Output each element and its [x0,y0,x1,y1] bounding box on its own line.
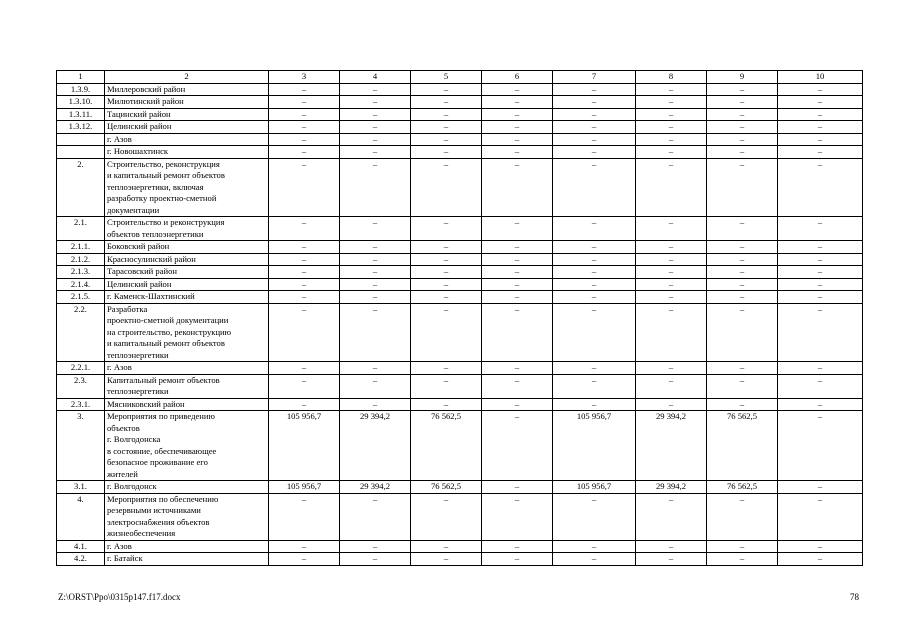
header-cell-10: 10 [778,71,863,84]
row-name: Строительство и реконструкция объектов теплоэнергетики [105,217,269,241]
value-cell-col-9: 76 562,5 [707,481,778,494]
row-number: 2.1.5. [57,291,105,304]
value-cell-col-3: – [269,278,340,291]
row-name: Мясниковский район [105,398,269,411]
table-row [57,108,863,121]
row-number: 4. [57,493,105,540]
data-table [56,70,863,566]
value-cell-col-5: – [411,398,482,411]
table-row [57,411,863,481]
value-cell-col-5: – [411,291,482,304]
row-number: 1.3.9. [57,83,105,96]
value-cell-col-7: – [553,553,636,566]
value-cell-col-6: – [482,217,553,241]
value-cell-col-7: – [553,303,636,362]
value-cell-col-8: – [636,493,707,540]
header-cell-8: 8 [636,71,707,84]
table-row [57,362,863,375]
value-cell-col-10: – [778,374,863,398]
value-cell-col-7: – [553,96,636,109]
row-number: 1.3.11. [57,108,105,121]
value-cell-col-8: – [636,83,707,96]
value-cell-col-4: – [340,253,411,266]
value-cell-col-9: 76 562,5 [707,411,778,481]
table-row [57,374,863,398]
table-row [57,398,863,411]
row-number: 2.1.4. [57,278,105,291]
row-number: 2.1.3. [57,266,105,279]
row-number: 2.1. [57,217,105,241]
header-cell-1: 1 [57,71,105,84]
value-cell-col-10: – [778,133,863,146]
value-cell-col-6: – [482,374,553,398]
header-cell-7: 7 [553,71,636,84]
table-row [57,133,863,146]
row-number: 2.2. [57,303,105,362]
value-cell-col-9: – [707,108,778,121]
row-name: Капитальный ремонт объектов теплоэнергетики [105,374,269,398]
value-cell-col-4: – [340,540,411,553]
row-number [57,146,105,159]
value-cell-col-7: – [553,266,636,279]
value-cell-col-10: – [778,493,863,540]
value-cell-col-8: – [636,374,707,398]
table-row [57,481,863,494]
value-cell-col-9: – [707,96,778,109]
value-cell-col-3: – [269,266,340,279]
value-cell-col-3: – [269,553,340,566]
row-name: Строительство, реконструкция и капитальный ремонт объектов теплоэнергетики, включая разработку проектно-сметной документации [105,158,269,217]
row-name: г. Азов [105,540,269,553]
value-cell-col-9: – [707,146,778,159]
value-cell-col-9: – [707,553,778,566]
value-cell-col-3: – [269,362,340,375]
row-name: Мероприятия по обеспечению резервными источниками электроснабжения объектов жизнеобеспечения [105,493,269,540]
value-cell-col-3: – [269,493,340,540]
table-row [57,540,863,553]
value-cell-col-4: – [340,146,411,159]
value-cell-col-8: 29 394,2 [636,411,707,481]
value-cell-col-5: – [411,493,482,540]
value-cell-col-5: – [411,362,482,375]
value-cell-col-4: – [340,158,411,217]
value-cell-col-3: – [269,217,340,241]
row-number: 2.1.2. [57,253,105,266]
row-name: г. Азов [105,362,269,375]
row-name: Разработка проектно-сметной документации на строительство, реконструкцию и капитальный ремонт объектов теплоэнергетики [105,303,269,362]
value-cell-col-6: – [482,481,553,494]
value-cell-col-5: – [411,83,482,96]
value-cell-col-10: – [778,146,863,159]
row-name: Милютинский район [105,96,269,109]
footer-page-number: 78 [850,592,859,602]
value-cell-col-9: – [707,253,778,266]
value-cell-col-5: – [411,146,482,159]
table-row [57,278,863,291]
value-cell-col-3: – [269,291,340,304]
value-cell-col-10: – [778,398,863,411]
value-cell-col-5: – [411,158,482,217]
value-cell-col-5: – [411,96,482,109]
header-row [57,71,863,84]
value-cell-col-3: – [269,121,340,134]
table-row [57,217,863,241]
value-cell-col-4: – [340,133,411,146]
header-cell-5: 5 [411,71,482,84]
value-cell-col-6: – [482,253,553,266]
row-name: г. Азов [105,133,269,146]
value-cell-col-5: – [411,121,482,134]
header-cell-4: 4 [340,71,411,84]
value-cell-col-7: – [553,374,636,398]
value-cell-col-4: 29 394,2 [340,411,411,481]
footer-file-path: Z:\ORST\Ppo\0315p147.f17.docx [58,592,181,602]
row-name: Миллеровский район [105,83,269,96]
value-cell-col-9: – [707,133,778,146]
value-cell-col-9: – [707,121,778,134]
value-cell-col-3: 105 956,7 [269,411,340,481]
value-cell-col-10: – [778,303,863,362]
row-number [57,133,105,146]
value-cell-col-3: – [269,96,340,109]
value-cell-col-10: – [778,83,863,96]
value-cell-col-9: – [707,362,778,375]
value-cell-col-5: – [411,374,482,398]
value-cell-col-10: – [778,540,863,553]
value-cell-col-7: – [553,83,636,96]
value-cell-col-7: – [553,146,636,159]
value-cell-col-6: – [482,146,553,159]
row-number: 2.3. [57,374,105,398]
value-cell-col-10: – [778,158,863,217]
table-row [57,303,863,362]
table-body [57,71,863,566]
value-cell-col-4: – [340,374,411,398]
value-cell-col-9: – [707,291,778,304]
value-cell-col-4: – [340,303,411,362]
value-cell-col-7: – [553,133,636,146]
row-number: 1.3.12. [57,121,105,134]
value-cell-col-6: – [482,158,553,217]
value-cell-col-7: – [553,217,636,241]
value-cell-col-10: – [778,362,863,375]
value-cell-col-9: – [707,278,778,291]
value-cell-col-9: – [707,217,778,241]
value-cell-col-10: – [778,253,863,266]
row-name: Целинский район [105,121,269,134]
value-cell-col-6: – [482,362,553,375]
value-cell-col-4: – [340,83,411,96]
row-number: 3. [57,411,105,481]
value-cell-col-3: – [269,398,340,411]
value-cell-col-10: – [778,291,863,304]
row-number: 2. [57,158,105,217]
value-cell-col-8: – [636,217,707,241]
value-cell-col-4: – [340,217,411,241]
value-cell-col-4: – [340,241,411,254]
table-row [57,493,863,540]
value-cell-col-5: – [411,108,482,121]
row-name: Боковский район [105,241,269,254]
value-cell-col-8: – [636,146,707,159]
table-row [57,291,863,304]
value-cell-col-4: – [340,493,411,540]
value-cell-col-3: – [269,303,340,362]
value-cell-col-8: – [636,253,707,266]
value-cell-col-5: – [411,241,482,254]
table-row [57,146,863,159]
value-cell-col-7: – [553,362,636,375]
value-cell-col-7: – [553,253,636,266]
header-cell-2: 2 [105,71,269,84]
value-cell-col-7: – [553,278,636,291]
value-cell-col-4: – [340,266,411,279]
value-cell-col-9: – [707,158,778,217]
value-cell-col-5: 76 562,5 [411,481,482,494]
value-cell-col-3: – [269,253,340,266]
table-row [57,83,863,96]
value-cell-col-9: – [707,374,778,398]
value-cell-col-6: – [482,540,553,553]
table-row [57,158,863,217]
value-cell-col-7: – [553,108,636,121]
value-cell-col-8: – [636,362,707,375]
value-cell-col-10: – [778,217,863,241]
table-row [57,96,863,109]
value-cell-col-8: – [636,540,707,553]
value-cell-col-6: – [482,411,553,481]
value-cell-col-8: – [636,553,707,566]
value-cell-col-6: – [482,266,553,279]
value-cell-col-10: – [778,108,863,121]
value-cell-col-5: – [411,553,482,566]
value-cell-col-4: – [340,108,411,121]
header-cell-6: 6 [482,71,553,84]
value-cell-col-9: – [707,83,778,96]
value-cell-col-4: – [340,278,411,291]
table-row [57,253,863,266]
value-cell-col-7: – [553,121,636,134]
value-cell-col-5: – [411,278,482,291]
row-number: 1.3.10. [57,96,105,109]
value-cell-col-8: – [636,241,707,254]
value-cell-col-3: – [269,374,340,398]
value-cell-col-8: – [636,158,707,217]
value-cell-col-6: – [482,121,553,134]
row-name: г. Каменск-Шахтинский [105,291,269,304]
value-cell-col-5: 76 562,5 [411,411,482,481]
value-cell-col-7: – [553,241,636,254]
row-number: 4.2. [57,553,105,566]
value-cell-col-8: 29 394,2 [636,481,707,494]
value-cell-col-10: – [778,121,863,134]
row-name: г. Новошахтинск [105,146,269,159]
value-cell-col-6: – [482,83,553,96]
value-cell-col-5: – [411,133,482,146]
value-cell-col-6: – [482,241,553,254]
row-name: г. Волгодонск [105,481,269,494]
value-cell-col-6: – [482,493,553,540]
value-cell-col-10: – [778,266,863,279]
value-cell-col-6: – [482,303,553,362]
value-cell-col-10: – [778,481,863,494]
value-cell-col-5: – [411,253,482,266]
value-cell-col-10: – [778,278,863,291]
value-cell-col-8: – [636,303,707,362]
value-cell-col-4: 29 394,2 [340,481,411,494]
value-cell-col-8: – [636,96,707,109]
value-cell-col-8: – [636,108,707,121]
value-cell-col-8: – [636,398,707,411]
header-cell-3: 3 [269,71,340,84]
value-cell-col-3: – [269,540,340,553]
value-cell-col-7: 105 956,7 [553,481,636,494]
value-cell-col-4: – [340,362,411,375]
value-cell-col-8: – [636,278,707,291]
value-cell-col-3: 105 956,7 [269,481,340,494]
value-cell-col-9: – [707,540,778,553]
value-cell-col-6: – [482,133,553,146]
value-cell-col-8: – [636,133,707,146]
value-cell-col-3: – [269,146,340,159]
row-number: 2.2.1. [57,362,105,375]
value-cell-col-7: – [553,493,636,540]
value-cell-col-6: – [482,108,553,121]
value-cell-col-9: – [707,241,778,254]
header-cell-9: 9 [707,71,778,84]
value-cell-col-8: – [636,121,707,134]
value-cell-col-3: – [269,241,340,254]
value-cell-col-4: – [340,398,411,411]
row-name: Целинский район [105,278,269,291]
table-row [57,241,863,254]
value-cell-col-6: – [482,96,553,109]
row-number: 4.1. [57,540,105,553]
row-number: 2.1.1. [57,241,105,254]
value-cell-col-7: – [553,158,636,217]
value-cell-col-6: – [482,278,553,291]
table-row [57,121,863,134]
value-cell-col-9: – [707,398,778,411]
row-name: Тацинский район [105,108,269,121]
value-cell-col-6: – [482,291,553,304]
value-cell-col-10: – [778,241,863,254]
value-cell-col-3: – [269,108,340,121]
value-cell-col-5: – [411,540,482,553]
row-name: г. Батайск [105,553,269,566]
value-cell-col-5: – [411,266,482,279]
table-row [57,553,863,566]
value-cell-col-5: – [411,217,482,241]
row-name: Красносулинский район [105,253,269,266]
value-cell-col-6: – [482,398,553,411]
row-number: 3.1. [57,481,105,494]
value-cell-col-4: – [340,121,411,134]
value-cell-col-9: – [707,266,778,279]
row-number: 2.3.1. [57,398,105,411]
table-row [57,266,863,279]
value-cell-col-7: – [553,398,636,411]
value-cell-col-7: – [553,540,636,553]
value-cell-col-10: – [778,411,863,481]
value-cell-col-3: – [269,83,340,96]
value-cell-col-3: – [269,133,340,146]
value-cell-col-7: – [553,291,636,304]
value-cell-col-7: 105 956,7 [553,411,636,481]
row-name: Тарасовский район [105,266,269,279]
value-cell-col-4: – [340,553,411,566]
value-cell-col-8: – [636,291,707,304]
row-name: Мероприятия по приведению объектов г. Волгодонска в состояние, обеспечивающее безопасное проживание его жителей [105,411,269,481]
value-cell-col-4: – [340,291,411,304]
value-cell-col-10: – [778,96,863,109]
value-cell-col-5: – [411,303,482,362]
value-cell-col-3: – [269,158,340,217]
value-cell-col-10: – [778,553,863,566]
value-cell-col-4: – [340,96,411,109]
value-cell-col-8: – [636,266,707,279]
value-cell-col-9: – [707,303,778,362]
value-cell-col-6: – [482,553,553,566]
value-cell-col-9: – [707,493,778,540]
